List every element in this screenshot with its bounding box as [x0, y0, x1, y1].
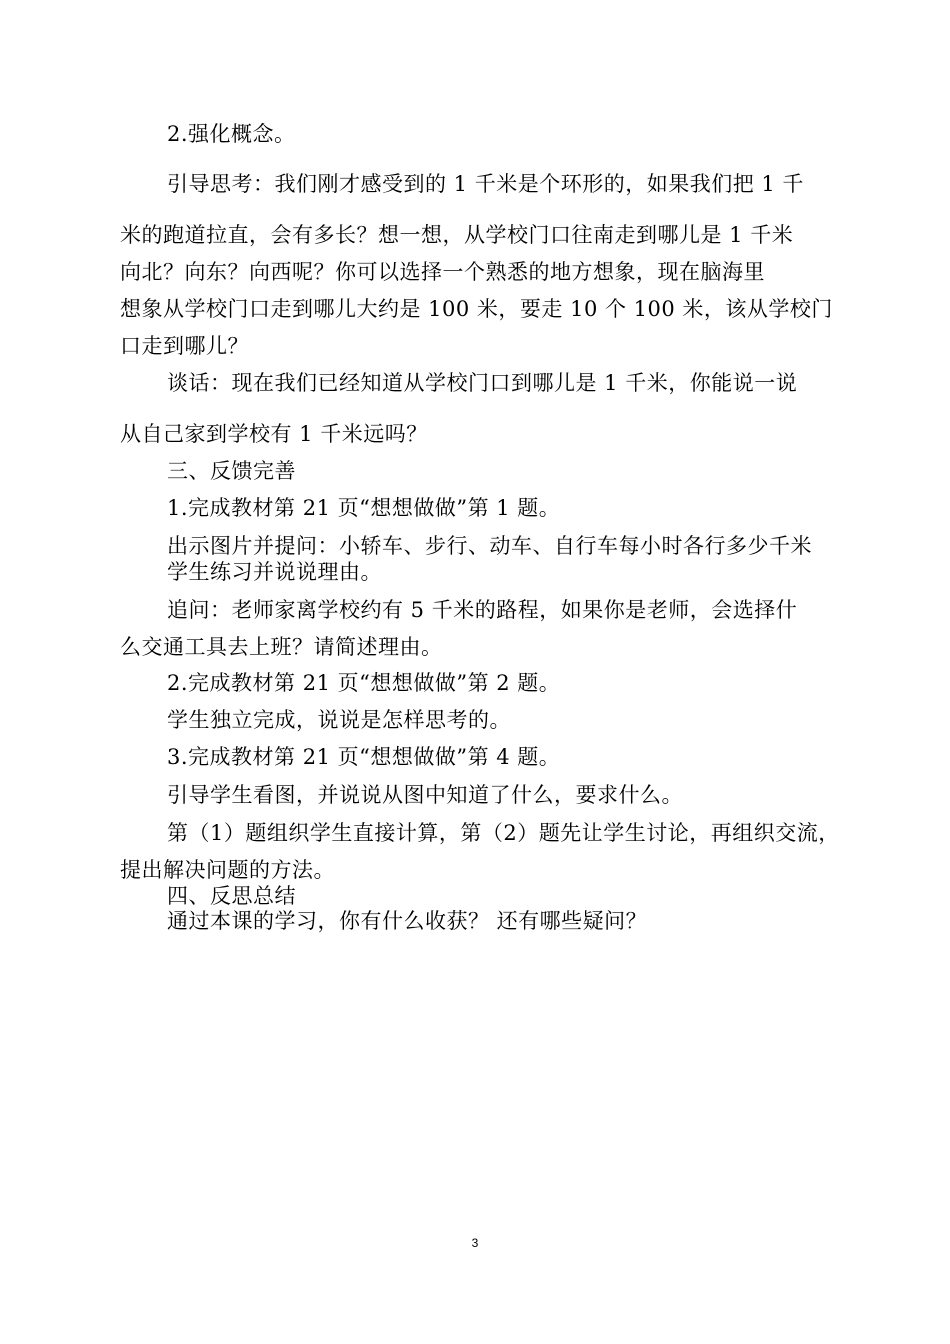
paragraph-line: 学生练习并说说理由。 — [167, 560, 382, 584]
paragraph-line: 引导学生看图，并说说从图中知道了什么，要求什么。 — [167, 783, 683, 807]
paragraph-line: 通过本课的学习，你有什么收获？ 还有哪些疑问？ — [167, 909, 648, 933]
section-heading-feedback: 三、反馈完善 — [167, 459, 296, 483]
paragraph-line: 向北？向东？向西呢？你可以选择一个熟悉的地方想象，现在脑海里 — [120, 260, 765, 284]
paragraph-line: 引导思考：我们刚才感受到的 1 千米是个环形的，如果我们把 1 千 — [167, 172, 804, 196]
paragraph-line: 学生独立完成，说说是怎样思考的。 — [167, 708, 511, 732]
paragraph-line: 米的跑道拉直，会有多长？想一想，从学校门口往南走到哪儿是 1 千米 — [120, 223, 794, 247]
page-number: 3 — [471, 1236, 479, 1250]
exercise-heading: 1.完成教材第 21 页“想想做做”第 1 题。 — [167, 496, 561, 520]
exercise-heading: 3.完成教材第 21 页“想想做做”第 4 题。 — [167, 745, 561, 769]
paragraph-line: 口走到哪儿？ — [120, 334, 249, 358]
exercise-heading: 2.完成教材第 21 页“想想做做”第 2 题。 — [167, 671, 561, 695]
paragraph-line: 追问：老师家离学校约有 5 千米的路程，如果你是老师，会选择什 — [167, 598, 798, 622]
paragraph-line: 谈话：现在我们已经知道从学校门口到哪儿是 1 千米，你能说一说 — [167, 371, 798, 395]
paragraph-line: 出示图片并提问：小轿车、步行、动车、自行车每小时各行多少千米 — [167, 534, 812, 558]
paragraph-line: 么交通工具去上班？请简述理由。 — [120, 635, 443, 659]
section-heading-reflection: 四、反思总结 — [167, 884, 296, 908]
paragraph-line: 想象从学校门口走到哪儿大约是 100 米，要走 10 个 100 米，该从学校门 — [120, 297, 833, 321]
paragraph-line: 从自己家到学校有 1 千米远吗？ — [120, 422, 428, 446]
paragraph-line: 提出解决问题的方法。 — [120, 858, 335, 882]
paragraph-line: 第（1）题组织学生直接计算，第（2）题先让学生讨论，再组织交流， — [167, 821, 840, 845]
heading-reinforce-concept: 2.强化概念。 — [167, 122, 296, 146]
